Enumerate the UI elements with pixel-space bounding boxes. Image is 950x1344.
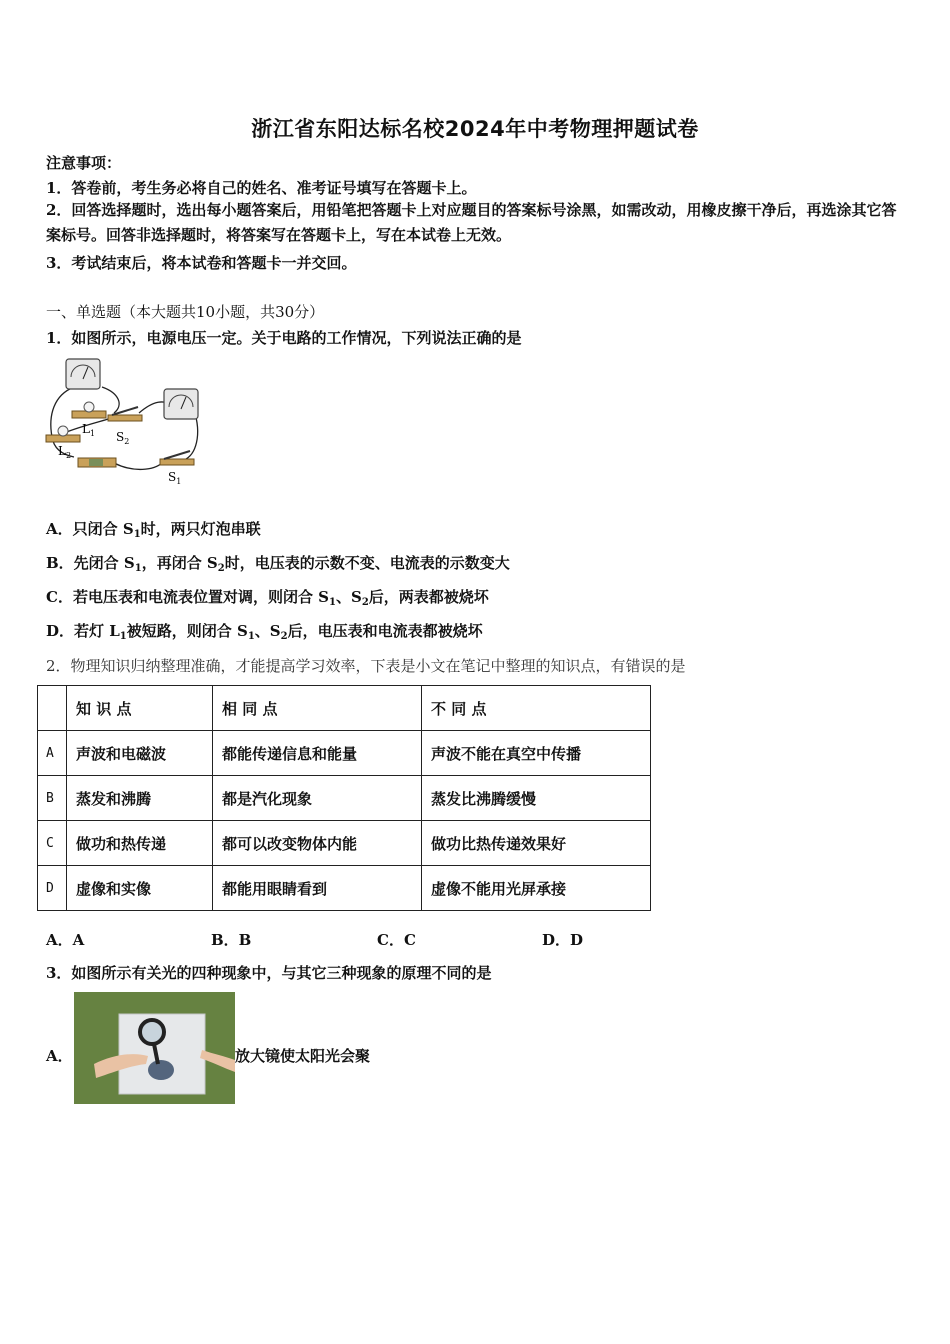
table-row: [38, 821, 651, 866]
switch-s1-base: [160, 459, 194, 465]
q3-option-a-text: 放大镜使太阳光会聚: [235, 1047, 371, 1065]
table-cell: C: [38, 821, 67, 866]
page-title: 浙江省东阳达标名校2024年中考物理押题试卷: [251, 117, 699, 141]
table-header-cell: 不 同 点: [422, 686, 651, 731]
section-heading: 一、单选题（本大题共10小题，共30分）: [46, 303, 325, 321]
q1-option-c: C．若电压表和电流表位置对调，则闭合 $S_1$、$S_2$后，两表都被烧坏: [46, 588, 489, 608]
table-cell: 虚像和实像: [67, 866, 213, 911]
table-cell: 做功和热传递: [67, 821, 213, 866]
table-row: [38, 731, 651, 776]
q2-stem: 2．物理知识归纳整理准确，才能提高学习效率，下表是小文在笔记中整理的知识点，有错误的是: [46, 657, 686, 675]
q1-option-a: A．只闭合 $S_1$时，两只灯泡串联: [46, 520, 261, 540]
q3-option-a-label: A．: [46, 1047, 73, 1065]
notice-heading: 注意事项：: [46, 154, 122, 172]
table-cell: 都能用眼睛看到: [213, 866, 422, 911]
q2-answer-d: D．D: [542, 931, 584, 949]
wire: [102, 387, 119, 413]
table-cell: 都是汽化现象: [213, 776, 422, 821]
table-header-cell: 知 识 点: [67, 686, 213, 731]
q1-option-d: D．若灯 $L_1$被短路，则闭合 $S_1$、$S_2$后，电压表和电流表都被烧坏: [46, 622, 483, 642]
magnifier-icon: [140, 1020, 164, 1044]
q1-stem: 1．如图所示，电源电压一定。关于电路的工作情况，下列说法正确的是: [46, 329, 522, 347]
table-cell: D: [38, 866, 67, 911]
table-cell: 蒸发和沸腾: [67, 776, 213, 821]
switch-s1-lever: [164, 451, 190, 459]
table-header-row: [38, 686, 651, 731]
table-header-cell: [38, 686, 67, 731]
table-header-cell: 相 同 点: [213, 686, 422, 731]
q2-answer-b: B．B: [211, 931, 252, 949]
label-s2: $S_2$: [116, 430, 130, 446]
table-cell: A: [38, 731, 67, 776]
notice-item-3: 3．考试结束后，将本试卷和答题卡一并交回。: [46, 254, 357, 272]
table-cell: 都可以改变物体内能: [213, 821, 422, 866]
table-cell: 做功比热传递效果好: [422, 821, 651, 866]
magnifier-photo: [74, 992, 235, 1104]
label-l2: $L_2$: [58, 444, 72, 460]
q3-stem: 3．如图所示有关光的四种现象中，与其它三种现象的原理不同的是: [46, 964, 492, 982]
table-row: [38, 776, 651, 821]
table-cell: 声波和电磁波: [67, 731, 213, 776]
switch-s2-base: [108, 415, 142, 421]
label-l1: $L_1$: [82, 422, 96, 438]
table-cell: 虚像不能用光屏承接: [422, 866, 651, 911]
knowledge-table: [37, 685, 651, 911]
table-cell: B: [38, 776, 67, 821]
q1-option-b: B．先闭合 $S_1$，再闭合 $S_2$时，电压表的示数不变、电流表的示数变大: [46, 554, 510, 574]
table-cell: 都能传递信息和能量: [213, 731, 422, 776]
table-row: [38, 866, 651, 911]
notice-item-1: 1．答卷前，考生务必将自己的姓名、准考证号填写在答题卡上。: [46, 179, 477, 197]
notice-item-2: 2．回答选择题时，选出每小题答案后，用铅笔把答题卡上对应题目的答案标号涂黑，如需改动，用橡皮擦干净后，再选涂其它答案标号。回答非选择题时，将答案写在答题卡上，写在本试卷上无效。: [46, 201, 897, 244]
wire: [114, 463, 162, 469]
label-s1: $S_1$: [168, 470, 182, 486]
lamp-l1-bulb-icon: [84, 402, 94, 412]
table-cell: 蒸发比沸腾缓慢: [422, 776, 651, 821]
lamp-l2-bulb-icon: [58, 426, 68, 436]
circuit-figure: [44, 355, 204, 490]
table-cell: 声波不能在真空中传播: [422, 731, 651, 776]
q2-answer-c: C．C: [377, 931, 416, 949]
q2-answer-a: A．A: [46, 931, 85, 949]
light-spot-shadow: [148, 1060, 174, 1080]
